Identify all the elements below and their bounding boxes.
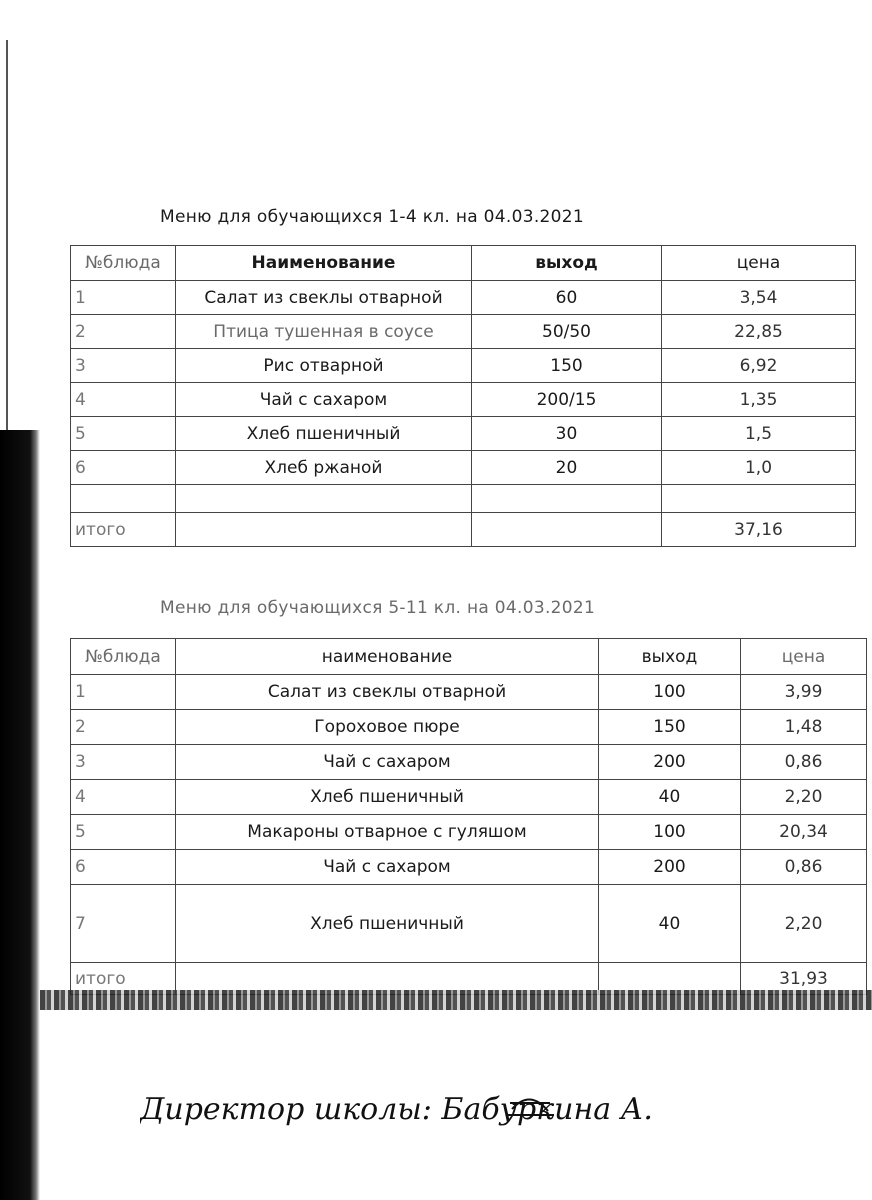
scan-noise-band — [40, 990, 872, 1010]
empty-cell — [176, 513, 472, 547]
row-price: 1,5 — [662, 417, 856, 451]
total-label: итого — [71, 963, 176, 995]
row-num: 4 — [71, 383, 176, 417]
total-label: итого — [71, 513, 176, 547]
header-name: наименование — [176, 639, 599, 675]
signature-text: Директор школы: Бабуркина А. — [140, 1092, 653, 1127]
row-name: Салат из свеклы отварной — [176, 281, 472, 315]
row-price: 6,92 — [662, 349, 856, 383]
header-name: Наименование — [176, 246, 472, 281]
row-yield: 200 — [599, 745, 741, 780]
row-num: 6 — [71, 451, 176, 485]
row-yield: 60 — [472, 281, 662, 315]
table-header-row — [71, 639, 867, 675]
row-price: 3,54 — [662, 281, 856, 315]
row-yield: 150 — [472, 349, 662, 383]
row-yield: 30 — [472, 417, 662, 451]
row-num: 1 — [71, 281, 176, 315]
table-header-row — [71, 246, 856, 281]
table-row — [71, 349, 856, 383]
header-num: №блюда — [71, 246, 176, 281]
empty-cell — [71, 485, 176, 513]
row-price: 20,34 — [741, 815, 867, 850]
row-yield: 200 — [599, 850, 741, 885]
row-name: Хлеб пшеничный — [176, 417, 472, 451]
table-row — [71, 417, 856, 451]
row-price: 2,20 — [741, 780, 867, 815]
table-row — [71, 780, 867, 815]
row-num: 5 — [71, 417, 176, 451]
row-yield: 100 — [599, 675, 741, 710]
table-row — [71, 745, 867, 780]
total-row — [71, 513, 856, 547]
header-price: цена — [662, 246, 856, 281]
row-price: 1,48 — [741, 710, 867, 745]
row-price: 0,86 — [741, 745, 867, 780]
header-yield: выход — [599, 639, 741, 675]
menu2-title: Меню для обучающихся 5-11 кл. на 04.03.2021 — [160, 598, 596, 618]
menu1-title: Меню для обучающихся 1-4 кл. на 04.03.2021 — [160, 207, 585, 227]
scan-edge-shadow — [0, 430, 40, 1200]
table-row — [71, 315, 856, 349]
row-yield: 40 — [599, 780, 741, 815]
scan-edge-line — [6, 40, 8, 430]
row-yield: 40 — [599, 885, 741, 963]
table-row — [71, 451, 856, 485]
row-num: 5 — [71, 815, 176, 850]
row-num: 1 — [71, 675, 176, 710]
row-num: 4 — [71, 780, 176, 815]
row-num: 3 — [71, 745, 176, 780]
director-signature — [140, 1085, 870, 1135]
empty-cell — [472, 485, 662, 513]
header-num: №блюда — [71, 639, 176, 675]
table-row — [71, 675, 867, 710]
row-name: Рис отварной — [176, 349, 472, 383]
total-price: 37,16 — [662, 513, 856, 547]
table-row — [71, 885, 867, 963]
row-name: Хлеб пшеничный — [176, 885, 599, 963]
row-yield: 150 — [599, 710, 741, 745]
row-num: 3 — [71, 349, 176, 383]
table-row — [71, 383, 856, 417]
table-row — [71, 850, 867, 885]
row-name: Макароны отварное с гуляшом — [176, 815, 599, 850]
row-price: 2,20 — [741, 885, 867, 963]
table-row — [71, 710, 867, 745]
row-num: 7 — [71, 885, 176, 963]
row-price: 0,86 — [741, 850, 867, 885]
row-yield: 200/15 — [472, 383, 662, 417]
empty-cell — [176, 485, 472, 513]
row-name: Хлеб пшеничный — [176, 780, 599, 815]
row-yield: 100 — [599, 815, 741, 850]
total-price: 31,93 — [741, 963, 867, 995]
row-name: Хлеб ржаной — [176, 451, 472, 485]
row-num: 2 — [71, 710, 176, 745]
empty-cell — [662, 485, 856, 513]
empty-row — [71, 485, 856, 513]
row-name: Птица тушенная в соусе — [176, 315, 472, 349]
row-num: 6 — [71, 850, 176, 885]
row-name: Чай с сахаром — [176, 383, 472, 417]
row-yield: 20 — [472, 451, 662, 485]
row-name: Гороховое пюре — [176, 710, 599, 745]
row-name: Чай с сахаром — [176, 745, 599, 780]
menu2-table — [70, 638, 867, 995]
menu1-table — [70, 245, 856, 547]
header-yield: выход — [472, 246, 662, 281]
row-price: 22,85 — [662, 315, 856, 349]
table-row — [71, 281, 856, 315]
row-name: Чай с сахаром — [176, 850, 599, 885]
table-row — [71, 815, 867, 850]
empty-cell — [472, 513, 662, 547]
row-price: 1,35 — [662, 383, 856, 417]
row-yield: 50/50 — [472, 315, 662, 349]
row-num: 2 — [71, 315, 176, 349]
header-price: цена — [741, 639, 867, 675]
row-price: 1,0 — [662, 451, 856, 485]
row-price: 3,99 — [741, 675, 867, 710]
row-name: Салат из свеклы отварной — [176, 675, 599, 710]
